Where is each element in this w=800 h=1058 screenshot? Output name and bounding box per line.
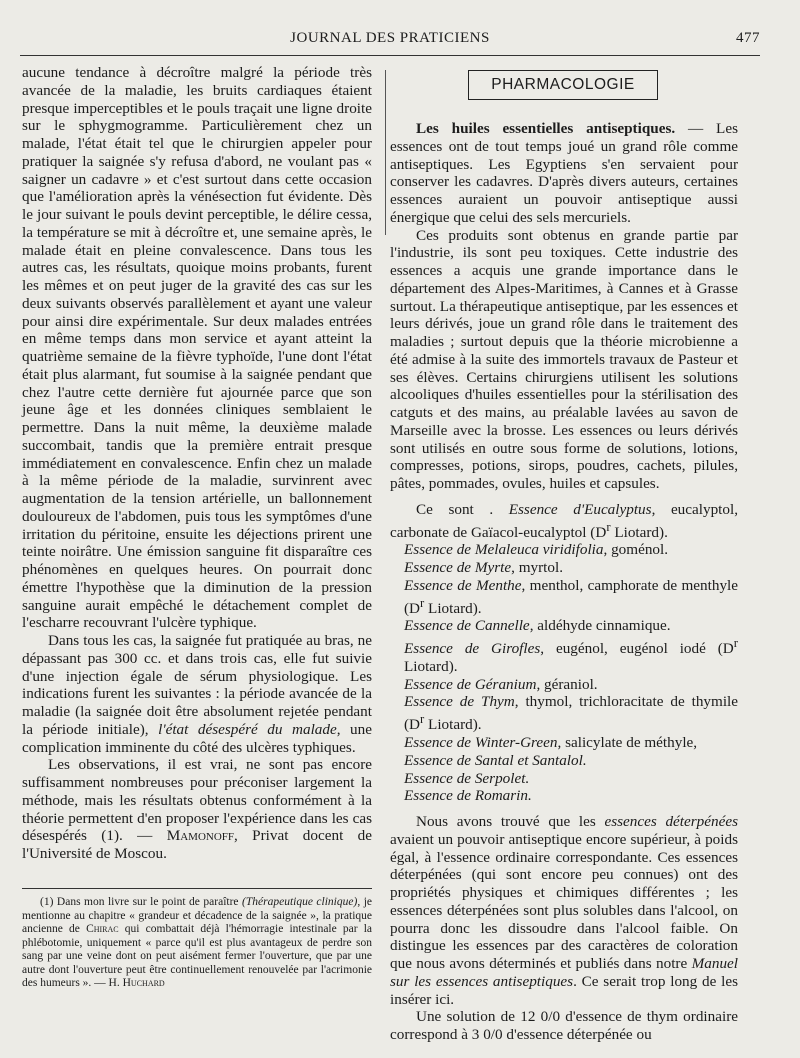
essence-item: Essence de Santal et Santalol.: [404, 751, 587, 769]
page-number: 477: [736, 30, 760, 46]
essence-item: Essence de Menthe, menthol, camphorate de menthyle ($D^r$ Liotard).: [404, 576, 738, 617]
essence-list: [390, 541, 738, 805]
essence-item: Essence de Serpolet.: [404, 769, 530, 787]
essences-intro: Ce sont . Essence d'Eucalyptus, eucalyptol, carbonate de Gaïacol-eucalyptol ($D^r$ Liotard).: [390, 500, 738, 541]
essence-item: Essence de Cannelle, aldéhyde cinnamique.: [404, 617, 671, 635]
article-paragraph-4: Nous avons trouvé que les essences déterpénées avaient un pouvoir antiseptique encore supérieur, à poids égal, à l'essence ordinaire correspondante. Ces essences déterpénées (qui sont encore peu connues) ont des propriétés physiques et chimiques différentes ; les essences déterpénées sont plus solubles dans l'alcool, on pourra donc les dissoudre dans l'alcool faible. On distingue les essences par des caractères de coloration que nous avons déterminés et publiés dans notre Manuel sur les essences antiseptiques. Ce serait trop long de les insérer ici.: [390, 813, 739, 1008]
essence-item: Essence de Winter-Green, salicylate de méthyle,: [404, 734, 698, 751]
left-paragraph-2: Dans tous les cas, la saignée fut pratiquée au bras, ne dépassant pas 300 cc. et dans trois cas, elle fut suivie d'une injection égale de sérum physiologique. Les indications furent les suivantes : la période avancée de la maladie (la saignée doit être absolument rejetée pendant la période initiale), l'état désespéré du malade, une complication imminente du côté des ulcères typhiques.: [22, 632, 372, 756]
footnote-text: (1) Dans mon livre sur le point de paraître (Thérapeutique clinique), je mentionne au chapitre « grandeur et décadence de la saignée », la pratique ancienne de Chirac qui combattait déjà l'hémorragie intestinale par la phlébotomie, uniquement « parce qu'il est plus avantageux de perdre son sang par une veine dont on peut aisément fermer l'ouverture, que par une autre dont l'ouverture peut être continuellement renouvelée par l'acrimonie des humeurs ». — H. Huchard: [22, 896, 373, 989]
essence-item: Essence de Melaleuca viridifolia, goménol.: [404, 541, 669, 559]
footnote: [22, 896, 372, 991]
column-rule: [385, 70, 386, 235]
essence-item: Essence de Romarin.: [404, 787, 532, 805]
left-column: [22, 64, 372, 863]
section-title: PHARMACOLOGIE: [468, 70, 658, 100]
journal-title: JOURNAL DES PRATICIENS: [290, 30, 490, 46]
essence-item: Essence de Myrte, myrtol.: [404, 559, 563, 577]
header-rule: [20, 55, 760, 56]
essence-item: Essence de Thym, thymol, trichloracitate de thymile ($D^r$ Liotard).: [404, 693, 739, 734]
essence-item: Essence de Géranium, géraniol.: [404, 675, 598, 693]
page-header: [20, 28, 760, 50]
left-paragraph-3: Les observations, il est vrai, ne sont pas encore suffisamment nombreuses pour préconiser largement la méthode, mais les résultats obtenus conformément à la théorie permettent d'en proposer l'expérience dans les cas désespérés (1). — Mamonoff, Privat docent de l'Université de Moscou.: [22, 756, 372, 862]
author-name: Mamonoff: [166, 827, 235, 845]
essence-item: Essence de Girofles, eugénol, eugénol iodé ($D^r$ Liotard).: [404, 636, 738, 675]
left-paragraph-1: aucune tendance à décroître malgré la période très avancée de la maladie, les bruits cardiaques étaient presque imperceptibles et le pouls traçait une ligne droite sur le sphygmogramme. Particulièrement chez un malade, l'état était tel que le chirurgien appeler pour pratiquer la saignée s'y refusa d'abord, ne voulant pas « saigner un cadavre » et c'est surtout dans cette occasion que l'amélioration après la vénésection fut évidente. Dès le jour suivant le pouls devint perceptible, le délire cessa, la température se mit à décroître et, une semaine après, le malade était en pleine convalescence. Dans tous les autres cas, les résultats, quoique moins probants, furent les mêmes et on peut juger de la gravité des cas sur les deux suivants observés parallèlement et ayant une valeur pour ainsi dire expérimentale. Sur deux malades entrées en même temps dans mon service et ayant atteint la quatrième semaine de la fièvre typhoïde, l'une dont l'état était plus alarmant, fut soumise à la saignée pendant que chez l'autre cette dernière fut ajournée parce que son jeune âge et les données cliniques semblaient le permettre. Dans la nuit même, la deuxième malade succombait, tandis que la première entrait presque immédiatement en convalescence. Enfin chez un malade à la même période de la maladie, survinrent avec augmentation de la tension artérielle, un ballonnement douloureux de l'abdomen, puis tous les symptômes d'une irritation du péritoine, ensuite les déjections prirent une teinte noirâtre. Une émission sanguine fit disparaître ces phénomènes en quelques heures. On pourrait donc émettre l'hypothèse que la diminution de la pression sanguine aurait empêché le détachement complet de l'escharre recouvrant l'ulcère typhique.: [22, 64, 372, 632]
article-paragraph-2: Ces produits sont obtenus en grande partie par l'industrie, ils sont peu toxiques. Cette industrie des essences a acquis une grande importance dans le département des Alpes-Maritimes, à Cannes et à Grasse surtout. La thérapeutique antiseptique, par les essences et leurs dérivés, joue un grand rôle dans le traitement des maladies ; surtout depuis que la théorie microbienne a été admise à la suite des immortels travaux de Pasteur et ses élèves. Certains chirurgiens utilisent les solutions alcooliques d'huiles essentielles pour la stérilisation des catguts et des mains, au préalable lavées au savon de Marseille avec la brosse. Les essences ou leurs dérivés sont utilisés en outre sous forme de solutions, lotions, compresses, potions, sirops, poudres, cachets, pilules, pâtes, pommades, ovules, huiles et capsules.: [390, 226, 738, 492]
right-column: [390, 64, 738, 1044]
article-title: Les huiles essentielles antiseptiques.: [416, 120, 676, 137]
article-paragraph-1: Les huiles essentielles antiseptiques. — Les essences ont de tout temps joué un grand rôle comme antiseptiques. Les Egyptiens s'en servaient pour conserver les cadavres. D'après divers auteurs, certaines essences auraient un pouvoir antiseptique aussi énergique que celui des sels mercuriels.: [390, 120, 738, 226]
footnote-rule: [22, 888, 372, 889]
article-paragraph-5: Une solution de 12 0/0 d'essence de thym ordinaire correspond à 3 0/0 d'essence déterpénée ou: [390, 1008, 738, 1043]
